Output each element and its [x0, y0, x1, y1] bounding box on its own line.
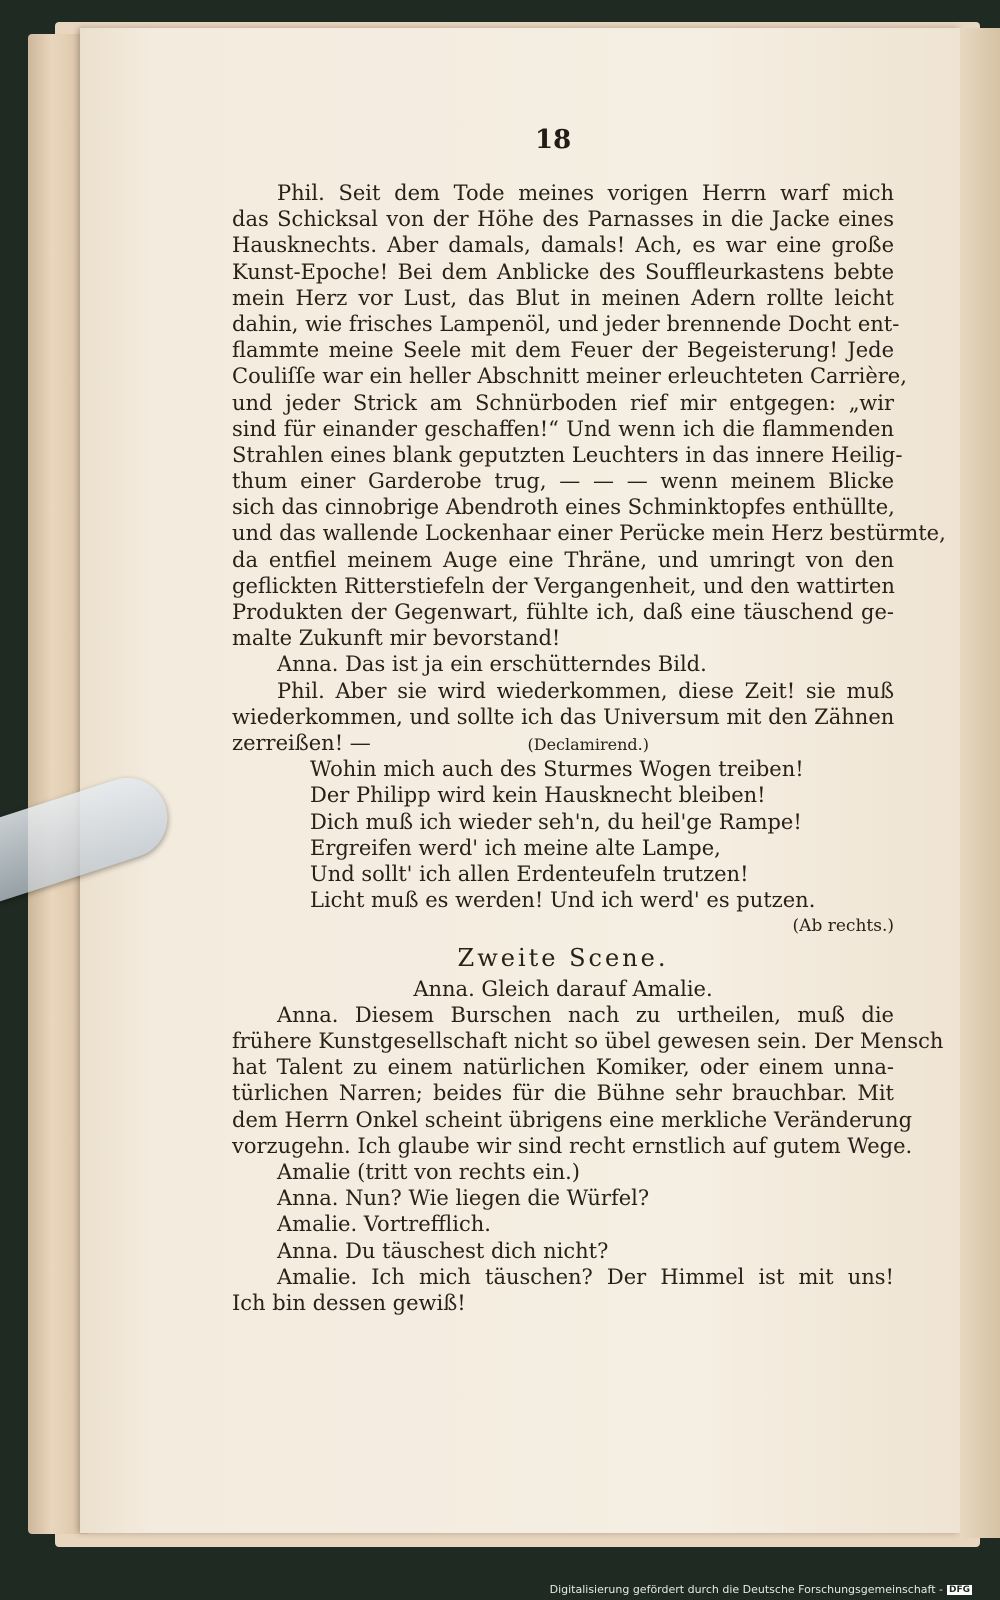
- stage-direction: (Ab rechts.): [792, 916, 894, 937]
- dfg-logo: DFG: [948, 1584, 970, 1595]
- text-line: Kunst-Epoche! Bei dem Anblicke des Souffleurkastens bebte: [232, 259, 894, 284]
- dialogue: [232, 1159, 894, 1316]
- dialogue-line: Anna. Du täuschest dich nicht?: [277, 1238, 609, 1263]
- text-line: hat Talent zu einem natürlichen Komiker, oder einem unna-: [232, 1055, 894, 1080]
- text-line: frühere Kunstgesellschaft nicht so übel gewesen sein. Der Mensch: [232, 1029, 944, 1053]
- text-line: geflickten Ritterstiefeln der Vergangenheit, und den wattirten: [232, 573, 895, 598]
- dialogue-line: Anna. Nun? Wie liegen die Würfel?: [277, 1186, 650, 1211]
- anna-line: Anna. Das ist ja ein erschütterndes Bild.: [277, 652, 707, 677]
- verse: [232, 756, 894, 913]
- stage-direction: (Declamirend.): [527, 734, 649, 754]
- text-line: thum einer Garderobe trug, — — — wenn meinem Blicke: [232, 469, 894, 494]
- dialogue-line: Ich bin dessen gewiß!: [232, 1290, 466, 1315]
- paragraph-phil-2: [232, 678, 894, 757]
- verse-line: Wohin mich auch des Sturmes Wogen treiben!: [310, 757, 804, 782]
- text-line: Strahlen eines blank geputzten Leuchters in das innere Heilig-: [232, 442, 903, 467]
- text-line: türlichen Narren; beides für die Bühne sehr brauchbar. Mit: [232, 1081, 894, 1106]
- text-line: Hausknechts. Aber damals, damals! Ach, es war eine große: [232, 233, 894, 258]
- text-line: mein Herz vor Lust, das Blut in meinen Adern rollte leicht: [232, 285, 894, 310]
- dialogue-line: Amalie. Ich mich täuschen? Der Himmel ist mit uns!: [277, 1264, 894, 1289]
- dialogue-line: Amalie. Vortrefflich.: [277, 1212, 491, 1237]
- text-line: Phil. Seit dem Tode meines vorigen Herrn warf mich: [277, 181, 894, 205]
- dialogue-line: Amalie (tritt von rechts ein.): [277, 1159, 580, 1184]
- verse-line: Licht muß es werden! Und ich werd' es putzen.: [310, 888, 816, 913]
- text-segment: zerreißen! —: [232, 730, 371, 755]
- verse-line: Und sollt' ich allen Erdenteufeln trutzen!: [310, 861, 749, 886]
- text-line: vorzugehn. Ich glaube wir sind recht ernstlich auf gutem Wege.: [232, 1133, 913, 1158]
- text-line: dem Herrn Onkel scheint übrigens eine merkliche Veränderung: [232, 1107, 913, 1132]
- verse-line: Dich muß ich wieder seh'n, du heil'ge Rampe!: [310, 809, 802, 834]
- text-line: Anna. Diesem Burschen nach zu urtheilen, muß die: [277, 1002, 894, 1027]
- paragraph-anna: [232, 1002, 944, 1159]
- text-line: Phil. Aber sie wird wiederkommen, diese Zeit! sie muß: [277, 678, 894, 703]
- footer-credit: [550, 1583, 972, 1596]
- text-line: flammte meine Seele mit dem Feuer der Begeisterung! Jede: [232, 338, 894, 363]
- paragraph-phil-1: [232, 180, 946, 651]
- text-line: Couliſſe war ein heller Abschnitt meiner erleuchteten Carrière,: [232, 364, 907, 389]
- text-line: Produkten der Gegenwart, fühlte ich, daß eine täuschend ge-: [232, 600, 894, 624]
- page-number: 18: [535, 125, 572, 155]
- text-line: wiederkommen, und sollte ich das Universum mit den Zähnen: [232, 704, 895, 729]
- text-line: sind für einander geschaffen!“ Und wenn ich die flammenden: [232, 416, 894, 441]
- text-line: sich das cinnobrige Abendroth eines Schminktopfes enthüllte,: [232, 495, 895, 520]
- text-line: dahin, wie frisches Lampenöl, und jeder brennende Docht ent-: [232, 311, 900, 336]
- text-line: [232, 730, 894, 756]
- text-line: malte Zukunft mir bevorstand!: [232, 626, 561, 651]
- scene-persons: Anna. Gleich darauf Amalie.: [413, 976, 713, 1001]
- page-text: [232, 180, 946, 1316]
- text-line: und jeder Strick am Schnürboden rief mir entgegen: „wir: [232, 390, 894, 415]
- scene-title: Zweite Scene.: [457, 944, 669, 973]
- verse-line: Der Philipp wird kein Hausknecht bleiben!: [310, 783, 766, 808]
- verse-line: Ergreifen werd' ich meine alte Lampe,: [310, 835, 721, 860]
- footer-text: Digitalisierung gefördert durch die Deutsche Forschungsgemeinschaft -: [549, 1583, 943, 1596]
- book-edge: [28, 34, 88, 1534]
- text-line: das Schicksal von der Höhe des Parnasses in die Jacke eines: [232, 207, 894, 232]
- book-page-right-edge: [960, 28, 1000, 1538]
- text-line: und das wallende Lockenhaar einer Perücke mein Herz bestürmte,: [232, 521, 946, 546]
- text-line: da entfiel meinem Auge eine Thräne, und umringt von den: [232, 547, 894, 572]
